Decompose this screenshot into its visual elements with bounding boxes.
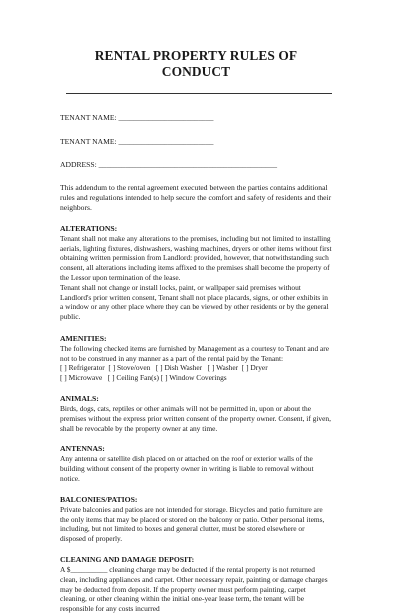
section-cleaning (60, 555, 332, 614)
tenant-name-field-2: TENANT NAME: _________________________ (60, 137, 214, 146)
address-field: ADDRESS: _______________________________________________ (60, 160, 278, 169)
amenities-checklist-row: [ ] Refrigerator [ ] Stove/oven [ ] Dish Washer [ ] Washer [ ] Dryer (60, 363, 268, 373)
section-paragraph: A $__________ cleaning charge may be deducted if the rental property is not returned clean, including appliances and carpet. Other necessary repair, painting or damage charges may be deducted from deposit. If the property owner must perform painting, carpet cleaning, or other cleaning within the initial one-year lease term, the tenant will be responsible for any costs incurred (60, 565, 328, 614)
section-paragraph: Tenant shall not change or install locks, paint, or wallpaper said premises without Landlord's prior written consent, Tenant shall not place placards, signs, or other exhibits in a window or any other place where they can be viewed by other residents or by the general public. (60, 282, 329, 322)
section-paragraph: Tenant shall not make any alterations to the premises, including but not limited to installing aerials, lighting fixtures, dishwashers, washing machines, dryers or other items without first obtaining written permission from Landlord: provided, however, that notwithstanding such consent, all alterations including items affixed to the premises shall become the property of the Lessor upon termination of the lease. (60, 233, 332, 282)
section-paragraph: Private balconies and patios are not intended for storage. Bicycles and patio furniture are the only items that may be placed or stored on the balcony or patio. Other personal items, including, but not limited to boxes and general clutter, must be stored elsewhere or disposed of properly. (60, 504, 325, 544)
section-heading: ANTENNAS: (60, 444, 105, 454)
title-divider (66, 93, 332, 94)
section-heading: BALCONIES/PATIOS: (60, 494, 138, 504)
section-balconies (60, 495, 332, 544)
section-heading: ANIMALS: (60, 394, 99, 404)
section-paragraph: Any antenna or satellite dish placed on or attached on the roof or exterior walls of the building without consent of the property owner in writing is liable to removal without notice. (60, 454, 314, 484)
section-heading: CLEANING AND DAMAGE DEPOSIT: (60, 555, 195, 565)
section-alterations (60, 224, 332, 322)
section-heading: AMENITIES: (60, 333, 107, 343)
section-paragraph: Birds, dogs, cats, reptiles or other animals will not be permitted in, upon or about the premises without the express prior written consent of the property owner. Consent, if given, shall be revocable by the property owner at any time. (60, 404, 331, 433)
intro-paragraph: This addendum to the rental agreement executed between the parties contains additional rules and regulations intended to help secure the comfort and safety of residents and their neighbors. (60, 183, 332, 212)
tenant-name-field-1: TENANT NAME: _________________________ (60, 113, 214, 122)
section-antennas (60, 444, 332, 483)
section-amenities (60, 334, 332, 383)
amenities-checklist-row: [ ] Microwave [ ] Ceiling Fan(s) [ ] Window Coverings (60, 373, 227, 383)
section-animals (60, 394, 332, 433)
section-heading: ALTERATIONS: (60, 223, 118, 233)
document-title: RENTAL PROPERTY RULES OF CONDUCT (94, 48, 298, 79)
section-paragraph: The following checked items are furnished by Management as a courtesy to Tenant and are not to be construed in any manner as a part of the rental paid by the Tenant: (60, 343, 330, 363)
